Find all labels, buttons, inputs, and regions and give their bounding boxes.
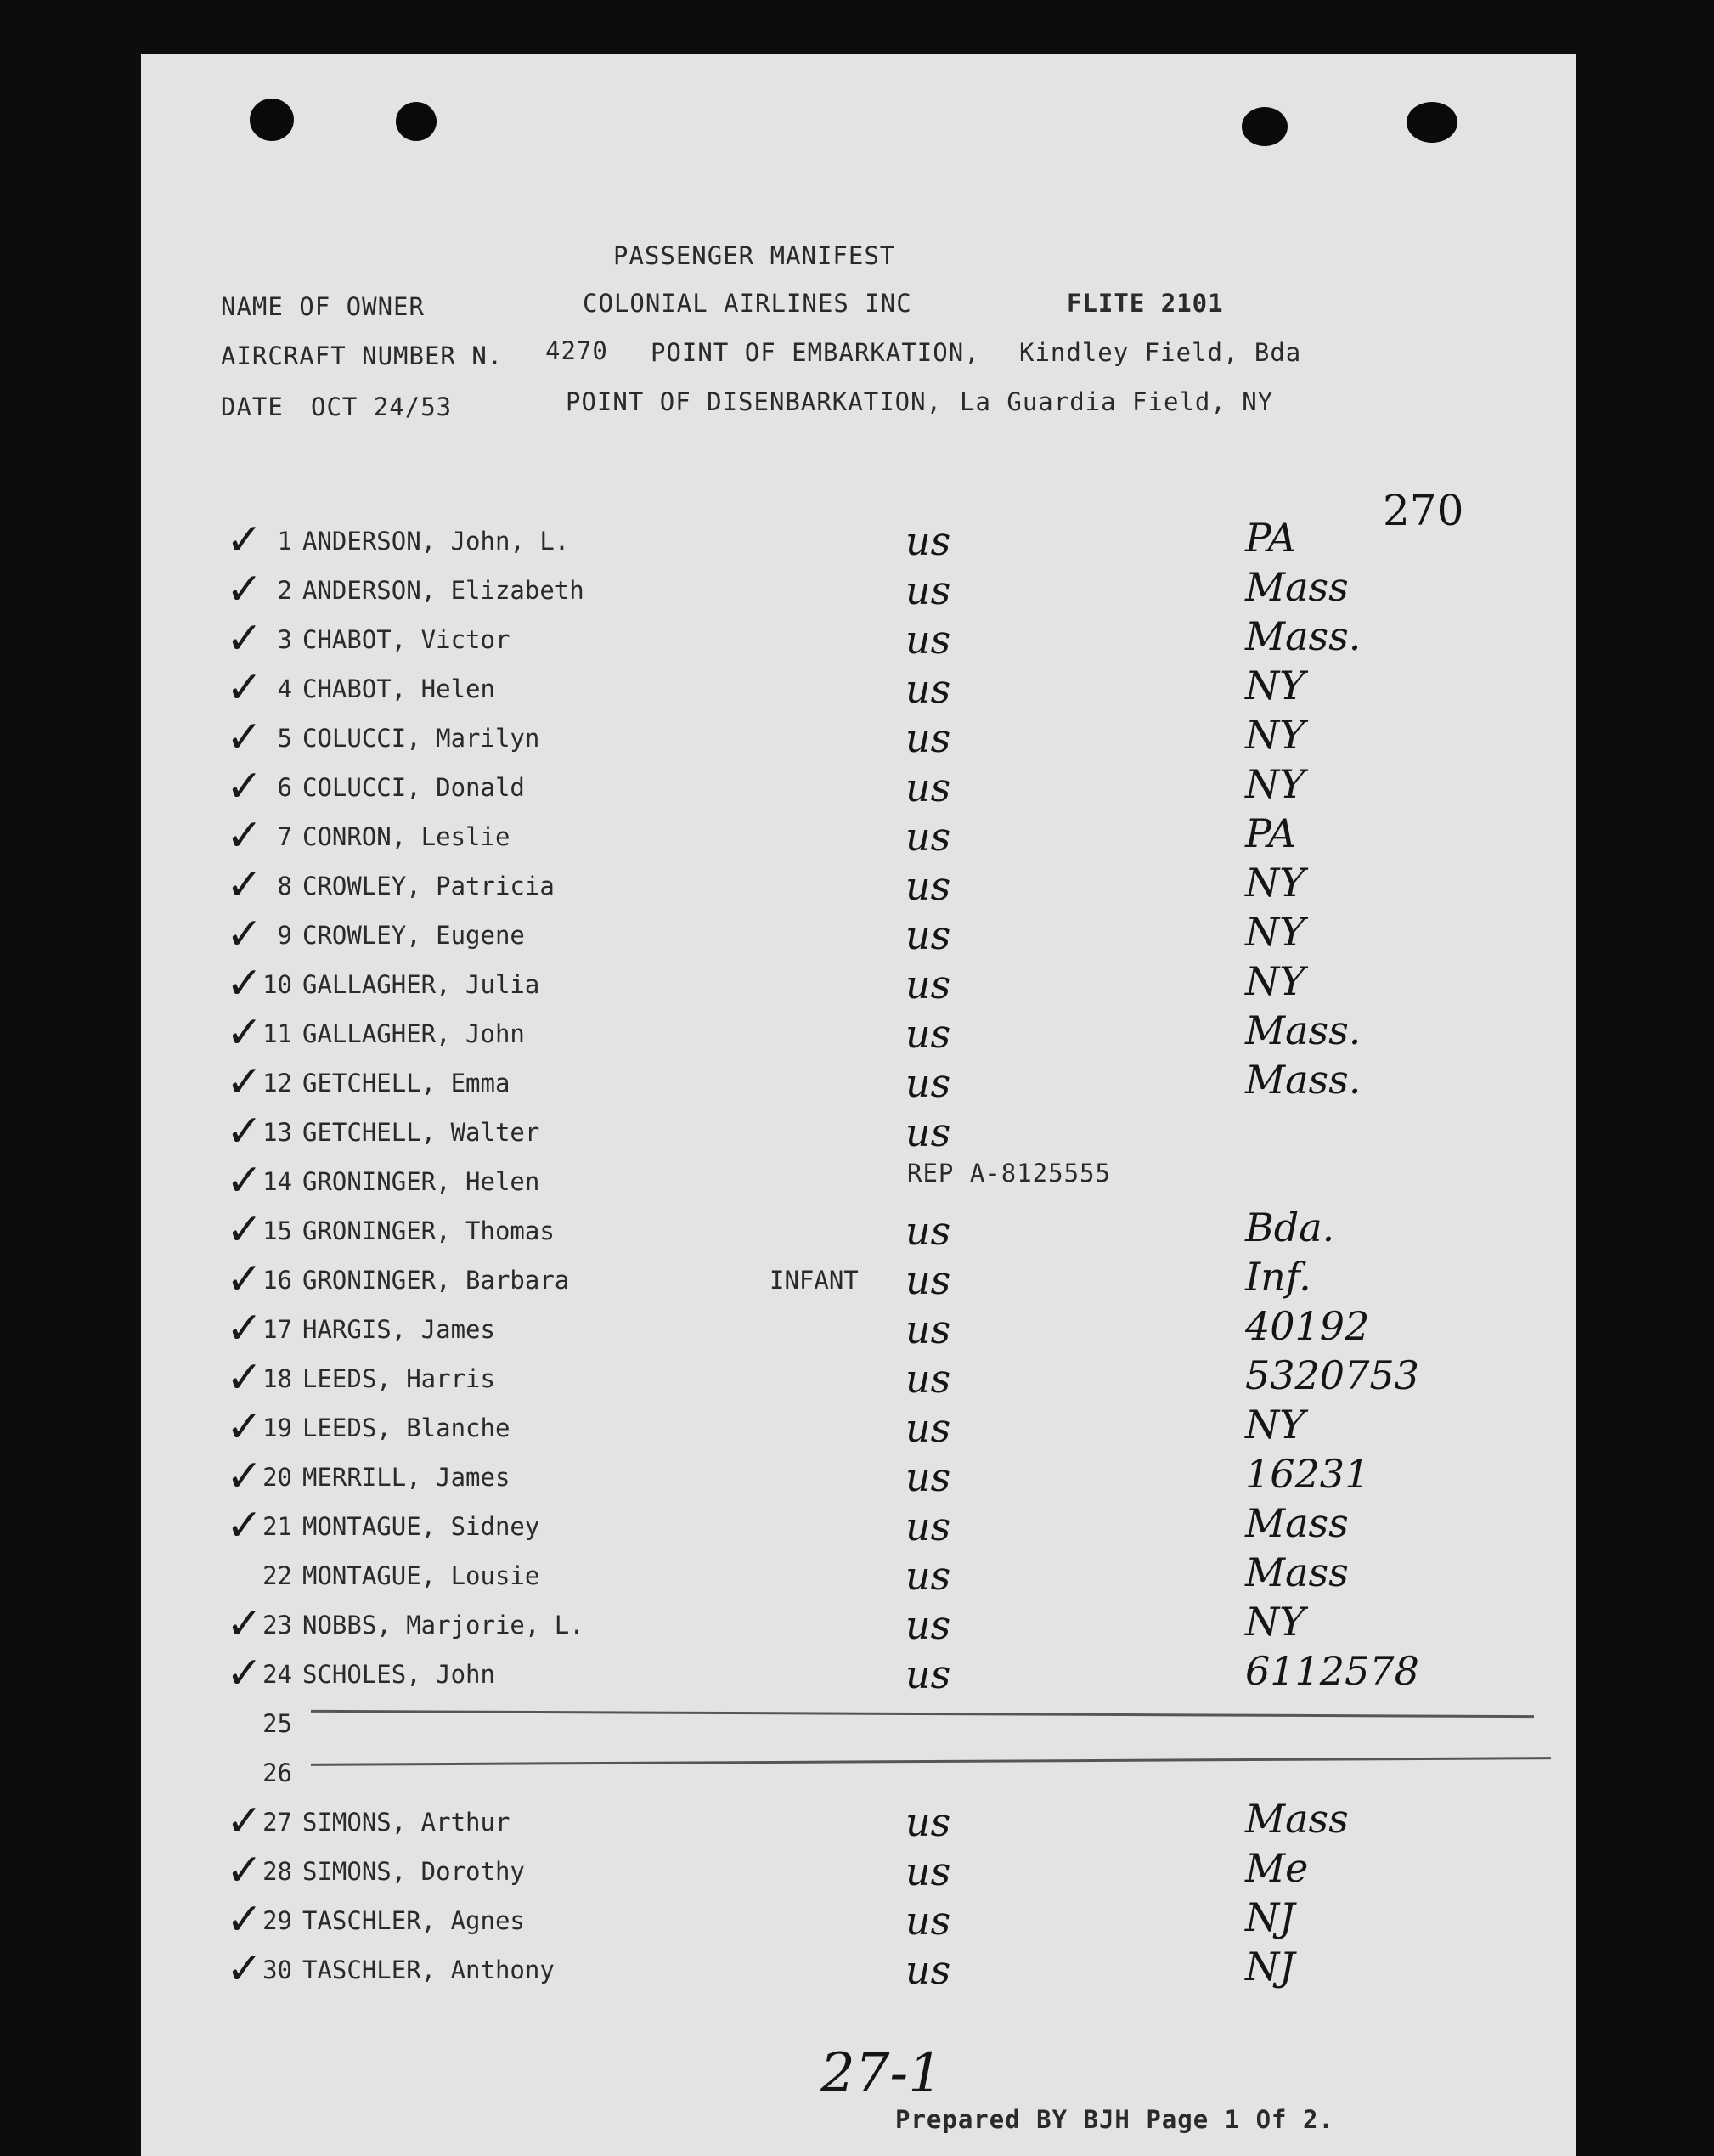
checkmark-icon: ✓ <box>226 810 263 861</box>
residence: Inf. <box>1245 1254 1311 1300</box>
row-number: 16 <box>262 1266 292 1295</box>
checkmark-icon: ✓ <box>226 712 263 763</box>
citizenship: us <box>905 1848 951 1894</box>
row-number: 17 <box>262 1315 292 1344</box>
prepared-by: Prepared BY BJH Page 1 Of 2. <box>895 2105 1334 2134</box>
row-number: 23 <box>262 1611 292 1640</box>
citizenship: us <box>905 518 951 564</box>
checkmark-icon: ✓ <box>226 1057 263 1108</box>
row-number: 10 <box>262 970 292 999</box>
passenger-name: HARGIS, James <box>302 1315 495 1344</box>
checkmark-icon: ✓ <box>226 1845 263 1896</box>
passenger-name: GALLAGHER, Julia <box>302 970 540 999</box>
residence: Mass. <box>1245 1057 1362 1103</box>
aircraft-label: AIRCRAFT NUMBER N. <box>221 341 504 370</box>
passenger-name: CROWLEY, Eugene <box>302 921 525 950</box>
passenger-row <box>141 663 1576 719</box>
row-number: 7 <box>277 822 292 851</box>
citizenship: us <box>905 1898 951 1944</box>
passenger-name: COLUCCI, Marilyn <box>302 724 540 753</box>
owner-value: COLONIAL AIRLINES INC <box>583 289 912 318</box>
row-number: 19 <box>262 1414 292 1442</box>
embark-label: POINT OF EMBARKATION, <box>651 338 980 367</box>
passenger-row <box>141 1845 1576 1901</box>
residence: NY <box>1245 712 1305 758</box>
passenger-name: GALLAGHER, John <box>302 1019 525 1048</box>
checkmark-icon: ✓ <box>226 1500 263 1551</box>
citizenship: us <box>905 666 951 712</box>
residence: Mass <box>1245 1796 1349 1842</box>
checkmark-icon: ✓ <box>226 1894 263 1945</box>
passenger-name: GRONINGER, Barbara <box>302 1266 570 1295</box>
manifest-page <box>141 54 1576 2156</box>
passenger-row <box>141 564 1576 620</box>
passenger-name: CHABOT, Victor <box>302 625 510 654</box>
residence: Bda. <box>1245 1205 1335 1250</box>
row-number: 12 <box>262 1069 292 1098</box>
passenger-row <box>141 1106 1576 1162</box>
citizenship: us <box>905 962 951 1007</box>
citizenship: us <box>905 1504 951 1549</box>
citizenship: us <box>905 1651 951 1697</box>
checkmark-icon: ✓ <box>226 1944 263 1995</box>
passenger-row <box>141 1648 1576 1704</box>
citizenship: us <box>905 1553 951 1599</box>
residence: Mass. <box>1245 1007 1362 1053</box>
aircraft-value: 4270 <box>545 336 608 365</box>
citizenship: us <box>905 1307 951 1352</box>
residence: Me <box>1245 1845 1309 1891</box>
citizenship: us <box>905 1947 951 1993</box>
row-number: 13 <box>262 1118 292 1147</box>
passenger-name: LEEDS, Harris <box>302 1364 495 1393</box>
passenger-row <box>141 1007 1576 1064</box>
passenger-row <box>141 515 1576 571</box>
checkmark-icon: ✓ <box>226 564 263 615</box>
citizenship: us <box>905 617 951 663</box>
residence: 6112578 <box>1245 1648 1419 1694</box>
punch-hole-right <box>1407 102 1457 143</box>
row-number: 28 <box>262 1857 292 1886</box>
citizenship: us <box>905 863 951 909</box>
citizenship: us <box>905 1799 951 1845</box>
row-number: 5 <box>277 724 292 753</box>
residence: NJ <box>1245 1894 1295 1940</box>
passenger-name: GRONINGER, Thomas <box>302 1216 555 1245</box>
checkmark-icon: ✓ <box>226 515 263 566</box>
row-number: 14 <box>262 1167 292 1196</box>
row-number: 24 <box>262 1660 292 1689</box>
flight-number: FLITE 2101 <box>1067 289 1224 318</box>
passenger-row <box>141 613 1576 669</box>
row-number: 29 <box>262 1906 292 1935</box>
residence: Mass <box>1245 564 1349 610</box>
passenger-name: NOBBS, Marjorie, L. <box>302 1611 584 1640</box>
citizenship: us <box>905 1011 951 1057</box>
citizenship: us <box>905 567 951 613</box>
row-number: 27 <box>262 1808 292 1837</box>
row-number: 15 <box>262 1216 292 1245</box>
passenger-row <box>141 1549 1576 1606</box>
checkmark-icon: ✓ <box>226 958 263 1009</box>
row-number: 20 <box>262 1463 292 1492</box>
bottom-tally: 27-1 <box>820 2042 943 2105</box>
checkmark-icon: ✓ <box>226 663 263 714</box>
passenger-name: GETCHELL, Walter <box>302 1118 540 1147</box>
passenger-name: ANDERSON, Elizabeth <box>302 576 584 605</box>
passenger-row <box>141 1500 1576 1556</box>
disembark-value: La Guardia Field, NY <box>960 387 1274 416</box>
citizenship: us <box>905 1208 951 1254</box>
passenger-name: LEEDS, Blanche <box>302 1414 510 1442</box>
passenger-name: MONTAGUE, Sidney <box>302 1512 540 1541</box>
passenger-row <box>141 1894 1576 1950</box>
row-number: 18 <box>262 1364 292 1393</box>
checkmark-icon: ✓ <box>226 1106 263 1157</box>
citizenship: us <box>905 814 951 860</box>
citizenship: us <box>905 1109 951 1155</box>
passenger-row <box>141 1451 1576 1507</box>
citizenship: us <box>905 1405 951 1451</box>
row-number: 11 <box>262 1019 292 1048</box>
passenger-row <box>141 810 1576 866</box>
passenger-row <box>141 909 1576 965</box>
row-number: 4 <box>277 674 292 703</box>
passenger-row <box>141 1057 1576 1113</box>
row-number: 26 <box>262 1758 292 1787</box>
residence: Mass <box>1245 1500 1349 1546</box>
passenger-row <box>141 1352 1576 1408</box>
passenger-name: TASCHLER, Agnes <box>302 1906 525 1935</box>
passenger-name: SIMONS, Arthur <box>302 1808 510 1837</box>
residence: NY <box>1245 1402 1305 1448</box>
row-number: 25 <box>262 1709 292 1738</box>
checkmark-icon: ✓ <box>226 1007 263 1058</box>
residence: Mass <box>1245 1549 1349 1595</box>
residence: PA <box>1245 810 1296 856</box>
corner-number: 270 <box>1383 486 1464 535</box>
residence: NY <box>1245 958 1305 1004</box>
passenger-name: CONRON, Leslie <box>302 822 510 851</box>
date-value: OCT 24/53 <box>311 392 453 421</box>
row-number: 1 <box>277 527 292 556</box>
residence: NY <box>1245 663 1305 708</box>
passenger-name: MERRILL, James <box>302 1463 510 1492</box>
residence: NY <box>1245 860 1305 906</box>
disembark-label: POINT OF DISENBARKATION, <box>566 387 943 416</box>
passenger-name: ANDERSON, John, L. <box>302 527 570 556</box>
embark-value: Kindley Field, Bda <box>1019 338 1302 367</box>
citizenship: us <box>905 912 951 958</box>
residence: 16231 <box>1245 1451 1370 1497</box>
citizenship: us <box>905 1257 951 1303</box>
punch-hole-center-left <box>396 102 437 141</box>
checkmark-icon: ✓ <box>226 1599 263 1650</box>
row-number: 8 <box>277 872 292 900</box>
row-number: 6 <box>277 773 292 802</box>
citizenship: us <box>905 1454 951 1500</box>
row-number: 30 <box>262 1956 292 1984</box>
checkmark-icon: ✓ <box>226 1648 263 1699</box>
checkmark-icon: ✓ <box>226 1451 263 1502</box>
owner-label: NAME OF OWNER <box>221 292 425 321</box>
passenger-row <box>141 712 1576 768</box>
checkmark-icon: ✓ <box>226 1352 263 1403</box>
checkmark-icon: ✓ <box>226 1402 263 1453</box>
passenger-name: GETCHELL, Emma <box>302 1069 510 1098</box>
residence: Mass. <box>1245 613 1362 659</box>
residence: 40192 <box>1245 1303 1370 1349</box>
passenger-name: SIMONS, Dorothy <box>302 1857 525 1886</box>
passenger-row <box>141 860 1576 916</box>
passenger-name: GRONINGER, Helen <box>302 1167 540 1196</box>
passport-number: REP A-8125555 <box>907 1159 1111 1188</box>
residence: PA <box>1245 515 1296 561</box>
checkmark-icon: ✓ <box>226 1155 263 1206</box>
checkmark-icon: ✓ <box>226 1254 263 1305</box>
residence: NY <box>1245 909 1305 955</box>
manifest-title: PASSENGER MANIFEST <box>613 241 896 270</box>
passenger-row <box>141 1944 1576 2000</box>
punch-hole-left <box>250 99 294 141</box>
passenger-name: SCHOLES, John <box>302 1660 495 1689</box>
checkmark-icon: ✓ <box>226 761 263 812</box>
checkmark-icon: ✓ <box>226 909 263 960</box>
row-number: 2 <box>277 576 292 605</box>
checkmark-icon: ✓ <box>226 1796 263 1847</box>
citizenship: us <box>905 765 951 810</box>
date-label: DATE <box>221 392 284 421</box>
citizenship: us <box>905 1602 951 1648</box>
residence: NY <box>1245 761 1305 807</box>
citizenship: us <box>905 715 951 761</box>
passenger-name: MONTAGUE, Lousie <box>302 1561 540 1590</box>
passenger-row <box>141 761 1576 817</box>
citizenship: us <box>905 1060 951 1106</box>
residence: 5320753 <box>1245 1352 1419 1398</box>
passenger-row <box>141 1796 1576 1852</box>
checkmark-icon: ✓ <box>226 860 263 911</box>
residence: NJ <box>1245 1944 1295 1990</box>
passenger-row <box>141 958 1576 1014</box>
row-number: 21 <box>262 1512 292 1541</box>
passenger-name: CROWLEY, Patricia <box>302 872 555 900</box>
passenger-name: CHABOT, Helen <box>302 674 495 703</box>
punch-hole-center-right <box>1242 107 1288 146</box>
checkmark-icon: ✓ <box>226 613 263 664</box>
checkmark-icon: ✓ <box>226 1205 263 1256</box>
checkmark-icon: ✓ <box>226 1303 263 1354</box>
passenger-name: COLUCCI, Donald <box>302 773 525 802</box>
passenger-row <box>141 1205 1576 1261</box>
passenger-note: INFANT <box>770 1266 859 1295</box>
row-number: 22 <box>262 1561 292 1590</box>
row-number: 3 <box>277 625 292 654</box>
passenger-name: TASCHLER, Anthony <box>302 1956 555 1984</box>
citizenship: us <box>905 1356 951 1402</box>
passenger-row <box>141 1155 1576 1211</box>
residence: NY <box>1245 1599 1305 1645</box>
row-number: 9 <box>277 921 292 950</box>
